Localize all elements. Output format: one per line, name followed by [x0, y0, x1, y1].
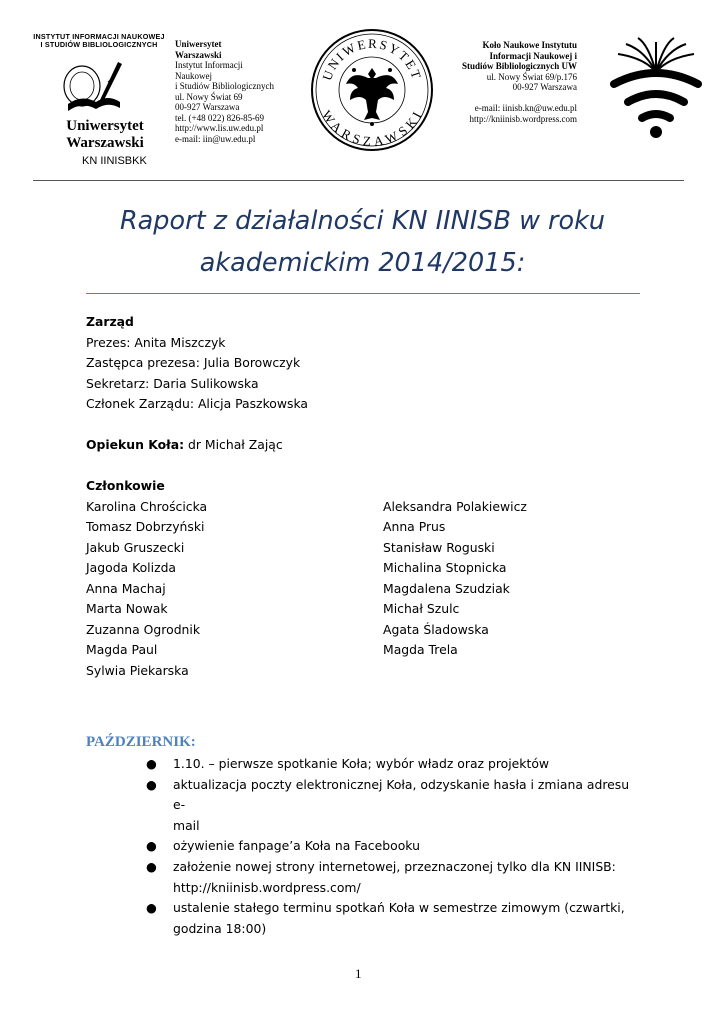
member-name: Magda Trela	[383, 642, 458, 657]
club-tag: KN IINISBKK	[82, 155, 147, 167]
list-item	[146, 836, 636, 857]
october-events-list	[146, 754, 636, 939]
title-underline	[86, 293, 640, 294]
member-name: Karolina Chrościcka	[86, 498, 208, 514]
list-item	[146, 857, 636, 898]
address-line: ul. Nowy Świat 69/p.176	[486, 71, 577, 82]
member-name: Jagoda Kolizda	[86, 560, 177, 575]
institute-logo-title	[33, 33, 165, 49]
bullet-icon: ●	[146, 756, 157, 771]
members-right-column	[383, 497, 527, 661]
university-name-line: Warszawski	[66, 135, 144, 151]
seal-top-text: UNIWERSYTET	[319, 35, 425, 83]
members-left-column	[86, 476, 207, 681]
member-name: Anna Prus	[383, 519, 446, 534]
header-divider	[33, 180, 684, 181]
event-text: aktualizacja poczty elektronicznej Koła, odzyskanie hasła i zmiana adresu e-	[173, 776, 630, 813]
member-name: Aleksandra Polakiewicz	[383, 498, 527, 514]
address-line: ul. Nowy Świat 69	[175, 91, 243, 102]
event-text: 1.10. – pierwsze spotkanie Koła; wybór władz oraz projektów	[173, 756, 550, 771]
member-name: Magdalena Szudziak	[383, 580, 510, 596]
email-link[interactable]: e-mail: iin@uw.edu.pl	[175, 133, 256, 144]
board-section	[86, 312, 308, 415]
title-line: akademickim 2014/2015:	[199, 248, 526, 278]
quill-book-emblem-icon	[60, 56, 126, 120]
club-name-line: Koło Naukowe Instytutu	[482, 40, 577, 50]
address-line: 00-927 Warszawa	[175, 102, 240, 112]
spacer	[446, 93, 577, 104]
board-member: Zastępca prezesa: Julia Borowczyk	[86, 355, 301, 370]
bullet-icon: ●	[146, 858, 157, 874]
title-line: Raport z działalności KN IINISB w roku	[119, 206, 606, 236]
website-link[interactable]: http://www.lis.uw.edu.pl	[175, 123, 264, 133]
university-name-logo	[55, 118, 155, 152]
address-line: 00-927 Warszawa	[512, 82, 577, 92]
club-name-line: Studiów Bibliologicznych UW	[461, 61, 577, 71]
list-item	[146, 775, 636, 837]
bullet-icon: ●	[146, 838, 157, 854]
member-name: Michał Szulc	[383, 601, 460, 616]
address-line: Naukowej	[175, 70, 212, 81]
event-text: mail	[173, 817, 200, 833]
supervisor-line	[86, 435, 283, 456]
book-wifi-logo-icon	[604, 36, 708, 140]
email-link[interactable]: e-mail: iinisb.kn@uw.edu.pl	[474, 103, 577, 113]
club-address	[446, 40, 577, 124]
member-name: Marta Nowak	[86, 601, 168, 616]
university-name-line: Uniwersytet	[66, 118, 144, 134]
website-link[interactable]: http://kniinisb.wordpress.com	[469, 113, 577, 124]
member-name: Agata Śladowska	[383, 621, 489, 637]
institute-logo-line: I STUDIÓW BIBLIOLOGICZNYCH	[40, 40, 158, 49]
seal-bottom-text: WARSZAWSKI	[318, 107, 426, 149]
phone-line: tel. (+48 022) 826-85-69	[175, 112, 265, 123]
address-line: Instytut Informacji	[175, 60, 243, 70]
institute-name-line: Warszawski	[175, 49, 222, 60]
website-link[interactable]: http://kniinisb.wordpress.com/	[173, 879, 361, 895]
bullet-icon: ●	[146, 776, 157, 792]
institute-name-line: Uniwersytet	[175, 39, 222, 49]
club-name-line: Informacji Naukowej i	[489, 50, 577, 61]
event-text: założenie nowej strony internetowej, przeznaczonej tylko dla KN IINISB:	[173, 858, 616, 874]
event-text: godzina 18:00)	[173, 920, 267, 936]
document-title	[40, 200, 685, 284]
members-heading: Członkowie	[86, 478, 165, 493]
member-name: Anna Machaj	[86, 580, 166, 596]
university-seal-icon	[310, 26, 434, 154]
event-text: ożywienie fanpage’a Koła na Facebooku	[173, 838, 420, 854]
address-line: i Studiów Bibliologicznych	[175, 81, 274, 91]
member-name: Michalina Stopnicka	[383, 560, 507, 575]
member-name: Magda Paul	[86, 642, 158, 657]
supervisor-label: Opiekun Koła:	[86, 437, 185, 452]
list-item	[146, 898, 636, 939]
bullet-icon: ●	[146, 900, 157, 916]
institute-address	[175, 39, 295, 144]
member-name: Sylwia Piekarska	[86, 662, 189, 678]
member-name: Jakub Gruszecki	[86, 539, 185, 555]
board-member: Członek Zarządu: Alicja Paszkowska	[86, 396, 309, 411]
october-heading: PAŹDZIERNIK:	[86, 734, 196, 750]
board-heading: Zarząd	[86, 314, 134, 329]
board-member: Prezes: Anita Miszczyk	[86, 334, 226, 350]
event-text: ustalenie stałego terminu spotkań Koła w semestrze zimowym (czwartki,	[173, 900, 625, 916]
supervisor-name: dr Michał Zając	[184, 437, 283, 452]
institute-logo-line: INSTYTUT INFORMACJI NAUKOWEJ	[33, 32, 165, 41]
member-name: Zuzanna Ogrodnik	[86, 621, 201, 637]
list-item	[146, 754, 636, 775]
member-name: Stanisław Roguski	[383, 539, 495, 555]
page-number: 1	[355, 966, 362, 981]
member-name: Tomasz Dobrzyński	[86, 519, 205, 534]
board-member: Sekretarz: Daria Sulikowska	[86, 375, 259, 391]
